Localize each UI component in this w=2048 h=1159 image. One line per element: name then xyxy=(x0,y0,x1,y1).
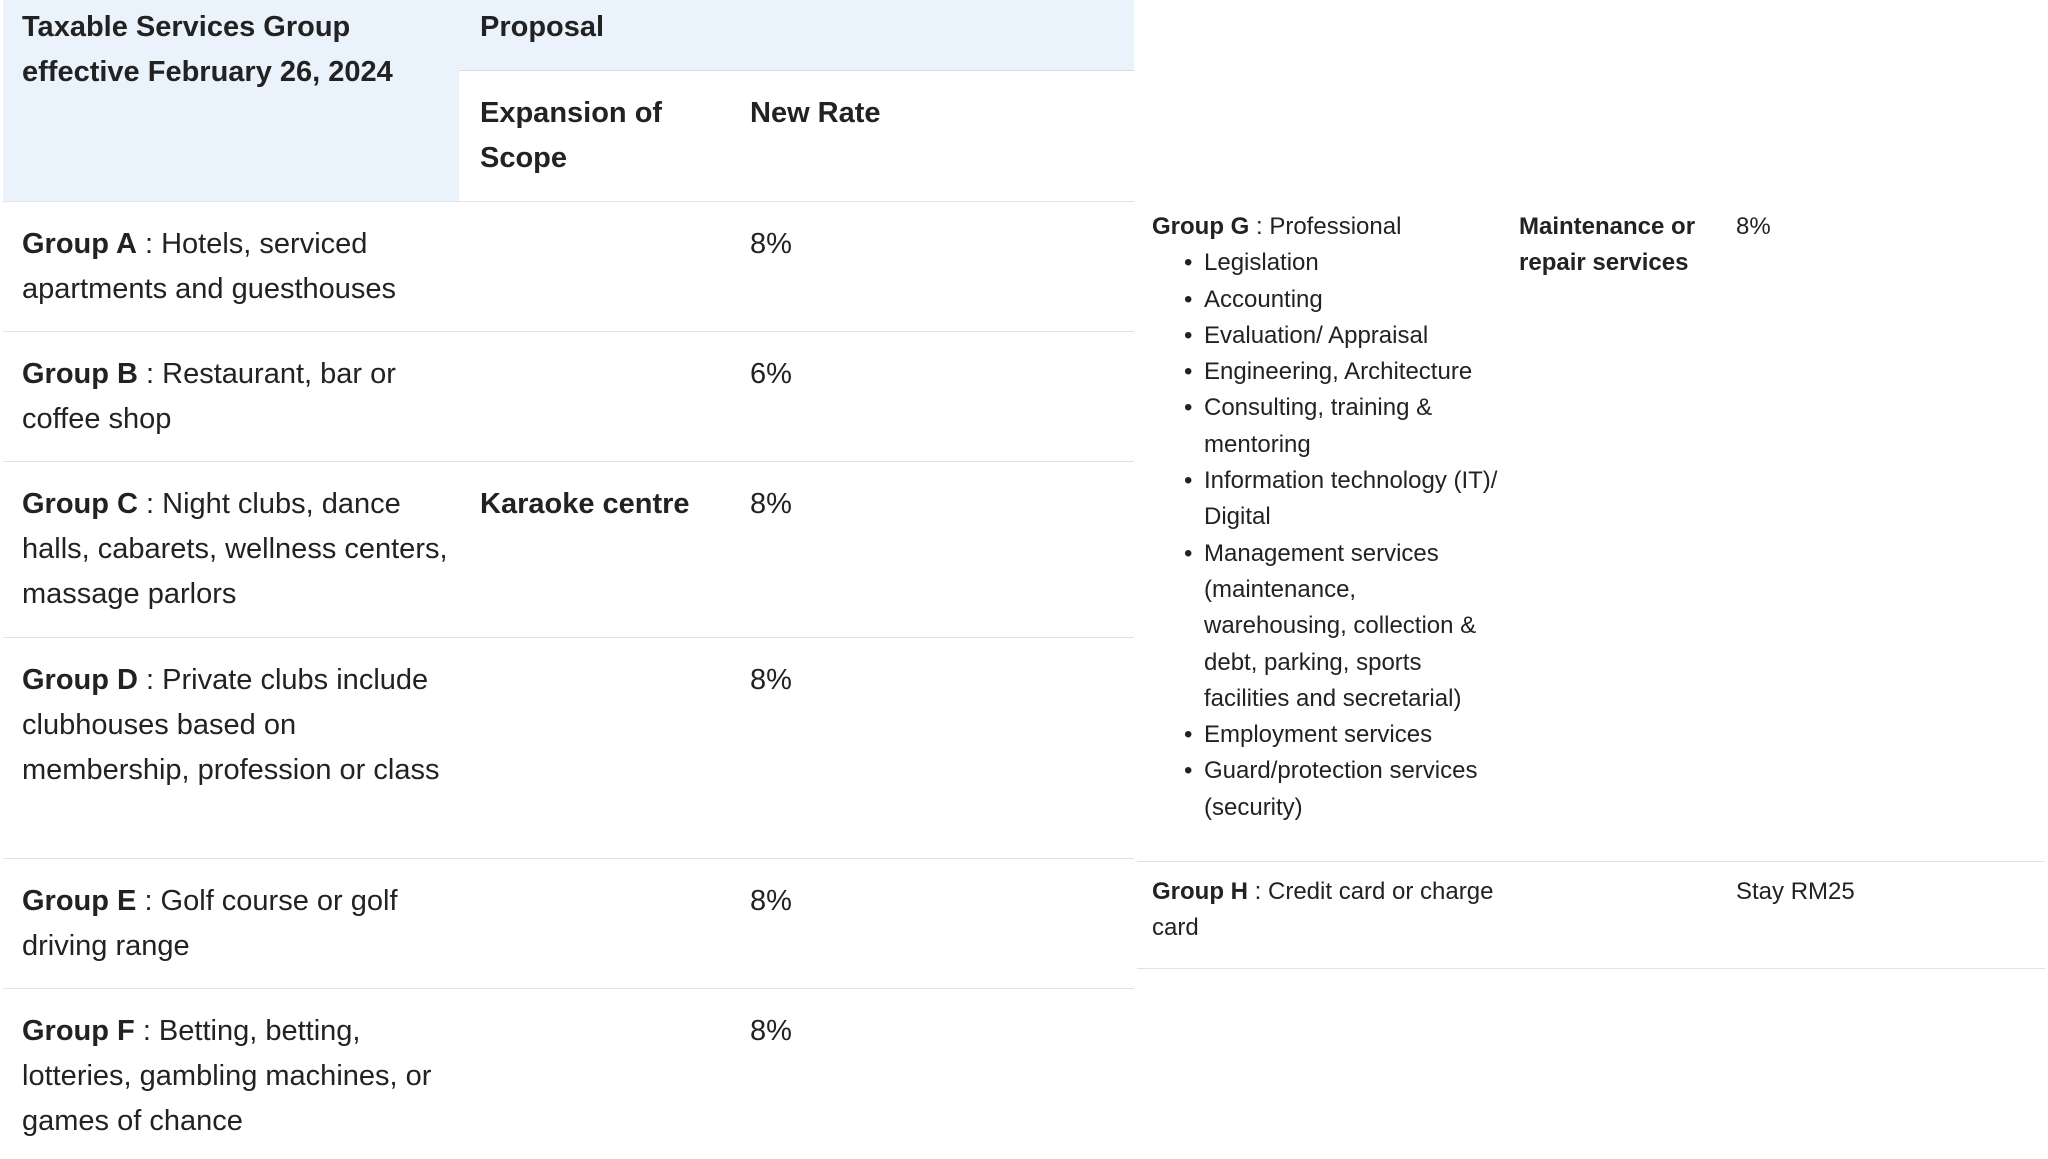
group-b-text: : Restaurant, bar or coffee shop xyxy=(22,358,396,435)
group-e-rate: 8% xyxy=(750,885,792,917)
group-c-rate: 8% xyxy=(750,488,792,520)
group-b-rate: 6% xyxy=(750,358,792,390)
header-group-cell xyxy=(3,0,459,201)
list-item: • Legislation xyxy=(1204,245,1502,281)
table-row-group-c xyxy=(3,461,1134,637)
group-c-name: Group C xyxy=(22,488,138,520)
list-item: • Consulting, training & mentoring xyxy=(1204,390,1502,463)
list-item: • Management services (maintenance, warehousing, collection & debt, parking, sports facilities and secretarial) xyxy=(1204,536,1502,717)
list-item: • Guard/protection services (security) xyxy=(1204,753,1502,826)
group-d-name: Group D xyxy=(22,664,138,696)
group-d-rate: 8% xyxy=(750,664,792,696)
group-a-description xyxy=(22,222,452,312)
group-g-rate: 8% xyxy=(1736,213,1771,240)
list-item: • Information technology (IT)/ Digital xyxy=(1204,463,1502,536)
group-g-description xyxy=(1152,209,1502,826)
header-proposal-label: Proposal xyxy=(480,11,605,43)
header-proposal-cell xyxy=(459,0,1134,71)
group-e-text: : Golf course or golf driving range xyxy=(22,885,398,962)
group-d-description xyxy=(22,658,452,793)
header-new-rate-label: New Rate xyxy=(750,97,881,129)
group-e-name: Group E xyxy=(22,885,137,917)
table-row-group-b xyxy=(3,331,1134,461)
list-item: • Evaluation/ Appraisal xyxy=(1204,318,1502,354)
group-f-description xyxy=(22,1009,452,1144)
group-b-name: Group B xyxy=(22,358,138,390)
table-row-group-d xyxy=(3,637,1134,858)
group-f-name: Group F xyxy=(22,1015,135,1047)
group-c-text: : Night clubs, dance halls, cabarets, wellness centers, massage parlors xyxy=(22,488,448,610)
table-row-group-g xyxy=(1137,201,2045,861)
group-f-text: : Betting, betting, lotteries, gambling machines, or games of chance xyxy=(22,1015,432,1137)
group-c-description xyxy=(22,482,452,617)
group-e-description xyxy=(22,879,452,969)
group-f-rate: 8% xyxy=(750,1015,792,1047)
group-a-text: : Hotels, serviced apartments and guesthouses xyxy=(22,228,397,305)
taxable-services-table-left xyxy=(3,0,1134,1159)
header-expansion-label: Expansion of Scope xyxy=(480,97,663,174)
group-a-rate: 8% xyxy=(750,228,792,260)
group-c-scope: Karaoke centre xyxy=(480,488,690,520)
header-subheader-cell xyxy=(459,71,1134,201)
group-g-scope: Maintenance or repair services xyxy=(1519,213,1696,277)
table-row-group-h xyxy=(1137,861,2045,969)
group-h-rate: Stay RM25 xyxy=(1736,878,1855,905)
table-row-group-a xyxy=(3,201,1134,331)
group-g-text: : Professional xyxy=(1249,213,1402,240)
group-h-name: Group H xyxy=(1152,878,1248,905)
list-item: • Accounting xyxy=(1204,282,1502,318)
table-header xyxy=(3,0,1134,201)
professional-services-list xyxy=(1152,245,1502,826)
table-row-group-e xyxy=(3,858,1134,988)
group-a-name: Group A xyxy=(22,228,137,260)
list-item: • Engineering, Architecture xyxy=(1204,354,1502,390)
table-row-group-f xyxy=(3,988,1134,1159)
group-d-text: : Private clubs include clubhouses based on membership, profession or class xyxy=(22,664,440,786)
group-g-name: Group G xyxy=(1152,213,1250,240)
header-group-label: Taxable Services Group effective February 26, 2024 xyxy=(22,11,393,88)
group-h-text: : Credit card or charge card xyxy=(1152,878,1494,942)
group-h-description xyxy=(1152,874,1502,947)
group-b-description xyxy=(22,352,452,442)
list-item: • Employment services xyxy=(1204,717,1502,753)
